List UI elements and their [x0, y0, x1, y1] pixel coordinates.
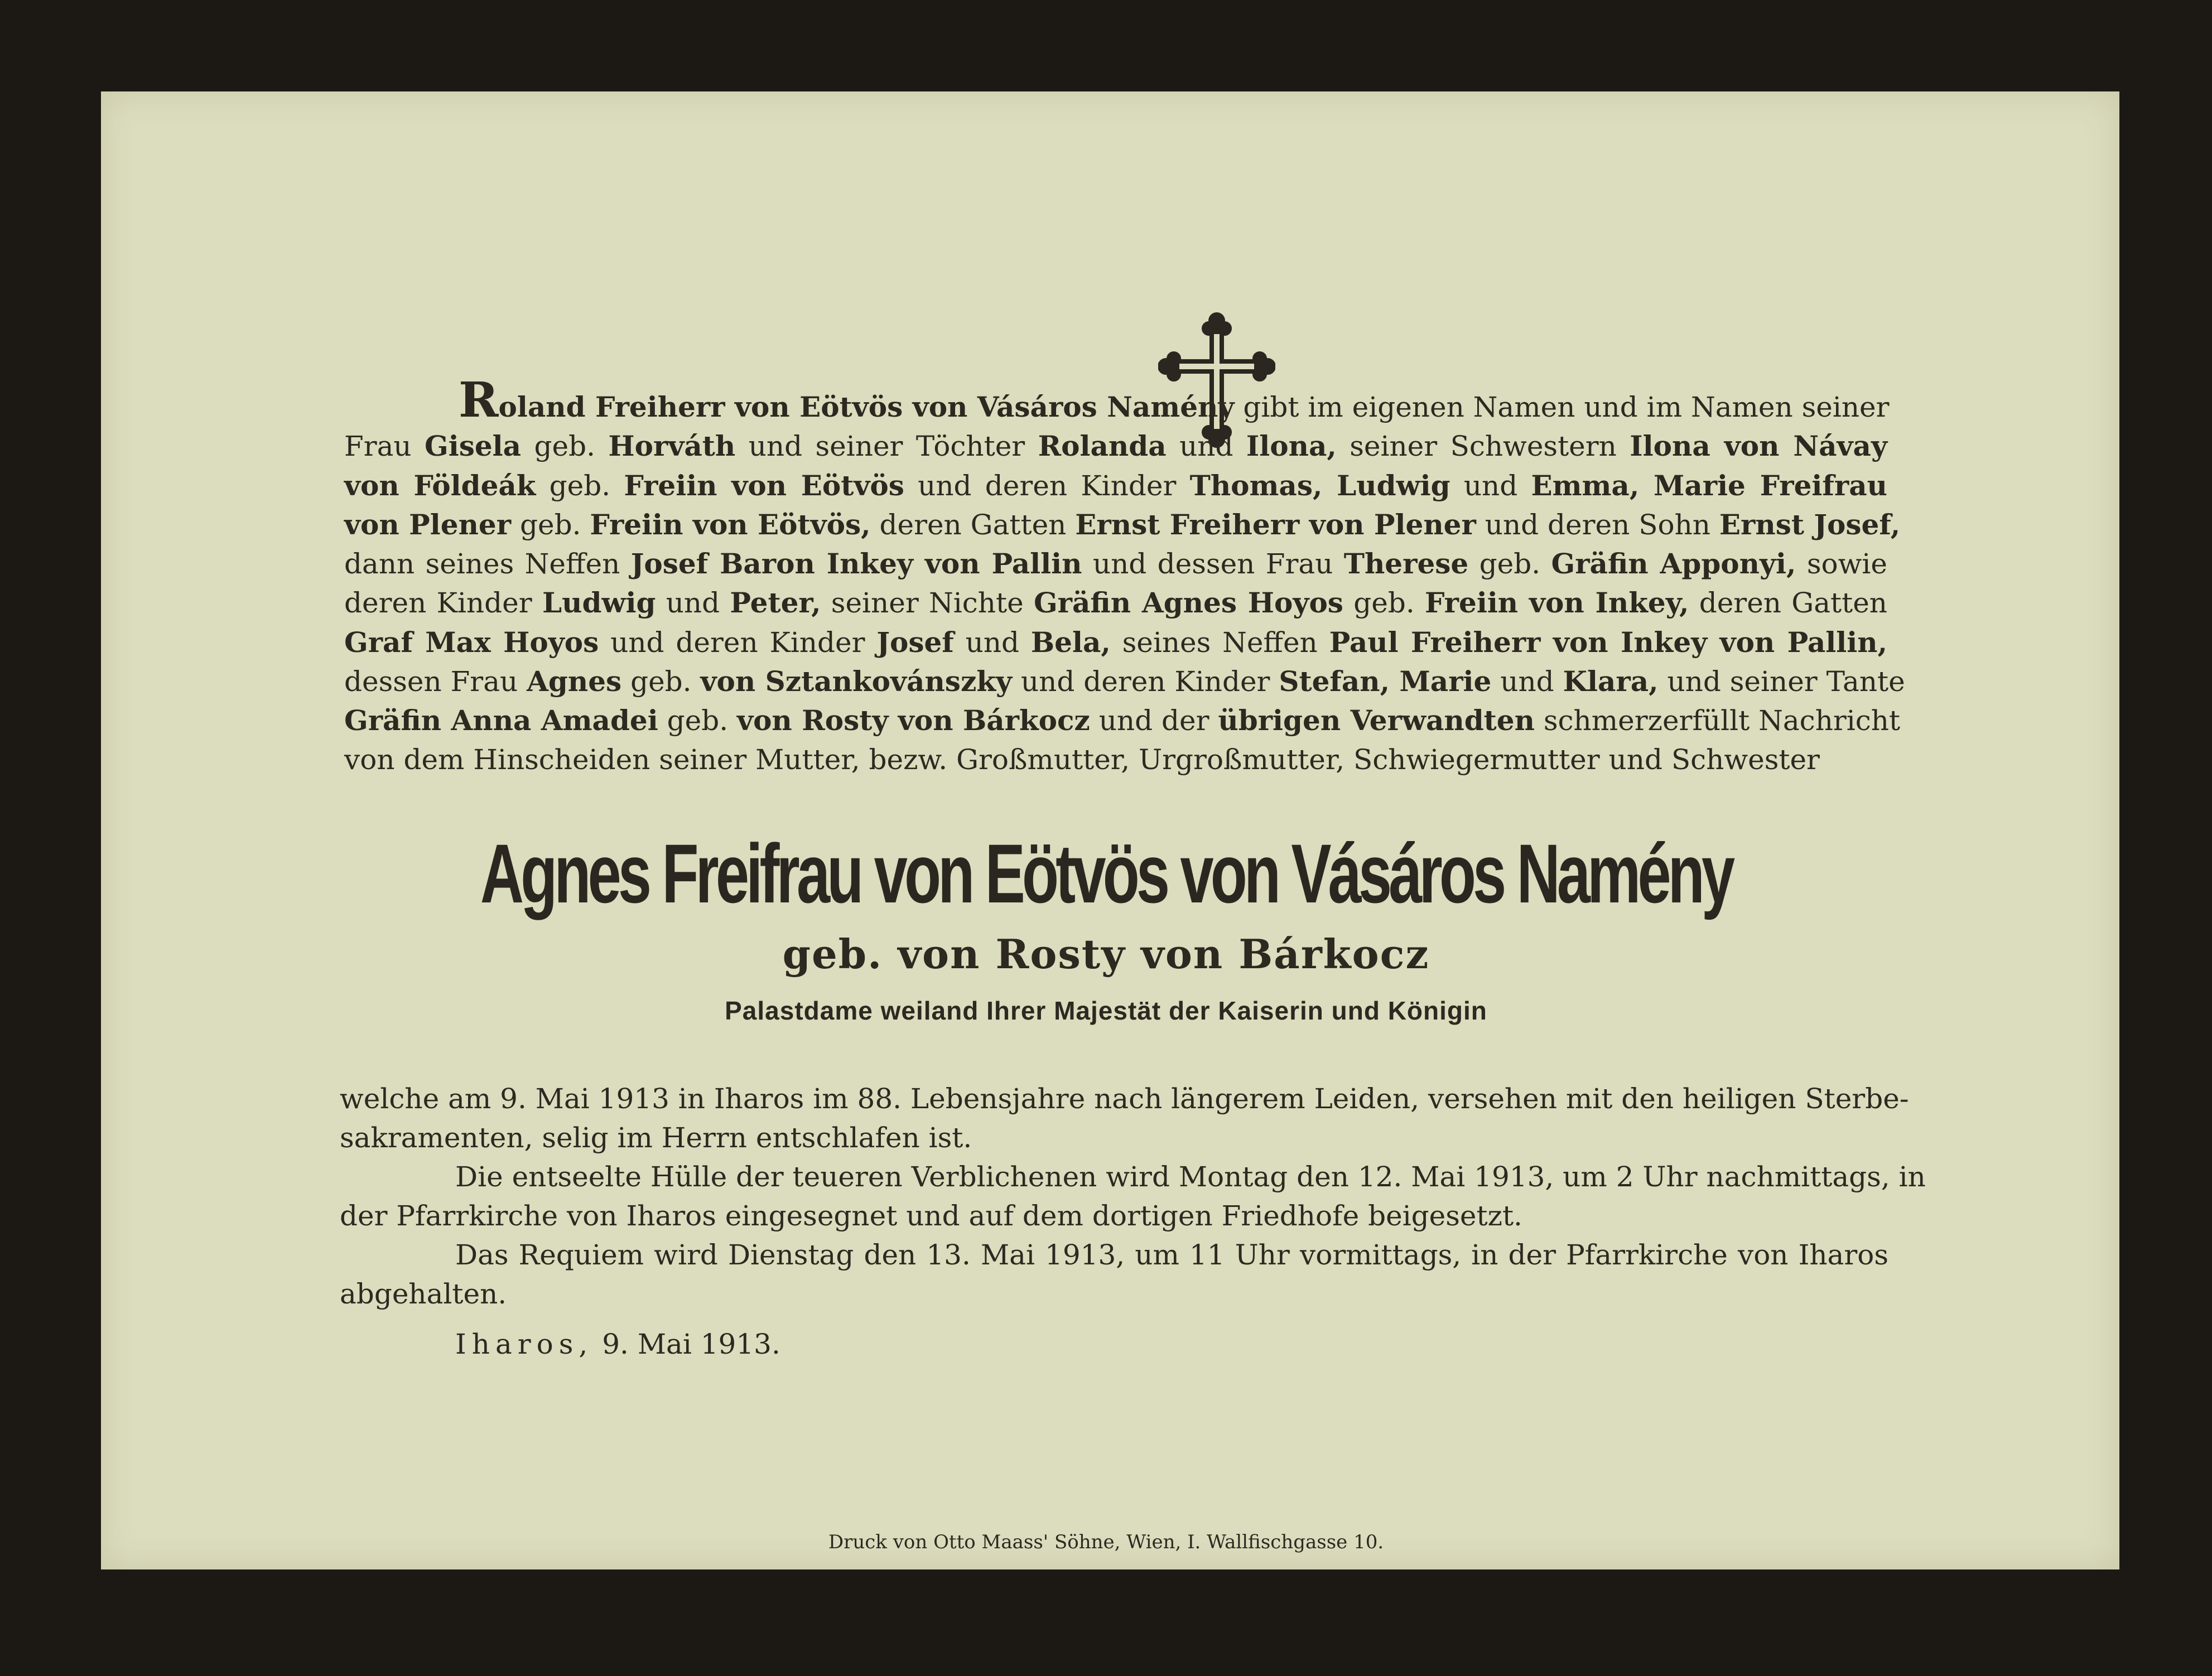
- intro-line: [344, 662, 1905, 701]
- intro-text: deren Gatten: [1689, 587, 1888, 620]
- body-line: abgehalten.: [340, 1278, 507, 1310]
- name-text: Bela,: [1030, 625, 1111, 659]
- announcement-intro: [344, 372, 1905, 779]
- intro-text: sowie: [1796, 548, 1887, 581]
- intro-line: [344, 701, 1901, 740]
- body-line: welche am 9. Mai 1913 in Iharos im 88. Lebensjahre nach längerem Leiden, versehen mit den heiligen Sterbe-: [340, 1083, 1909, 1115]
- intro-text: und: [656, 587, 730, 620]
- name-text: Josef: [876, 625, 954, 659]
- intro-text: gibt im eigenen Namen und im Namen seiner: [1234, 391, 1890, 423]
- intro-text: geb.: [511, 508, 590, 541]
- name-text: Freiin von Eötvös,: [590, 508, 871, 541]
- name-text: von Sztankovánszky: [700, 665, 1013, 698]
- intro-text: deren Kinder: [344, 587, 542, 620]
- intro-line: [344, 466, 1887, 505]
- place-date: [455, 1325, 780, 1364]
- intro-text: seiner Nichte: [821, 587, 1034, 620]
- intro-text: und: [953, 626, 1031, 659]
- name-text: Horváth: [608, 429, 736, 463]
- name-text: Emma, Marie Freifrau: [1531, 468, 1887, 502]
- name-text: von Rosty von Bárkocz: [737, 704, 1090, 737]
- name-text: Gräfin Agnes Hoyos: [1033, 586, 1343, 620]
- name-text: Peter,: [730, 586, 821, 620]
- intro-line: [344, 544, 1887, 583]
- intro-text: und deren Kinder: [904, 469, 1190, 502]
- name-text: Paul Freiherr von Inkey von Pallin,: [1329, 625, 1888, 659]
- intro-text: geb.: [621, 665, 701, 698]
- name-text: Ilona von Návay: [1630, 429, 1888, 463]
- name-text: Thomas, Ludwig: [1189, 468, 1450, 502]
- name-text: Klara,: [1563, 665, 1659, 698]
- announcement-body: [340, 1079, 1926, 1313]
- place: Iharos,: [455, 1328, 594, 1360]
- intro-text: und deren Kinder: [599, 626, 877, 659]
- intro-text: und seiner Tante: [1658, 665, 1905, 698]
- intro-text: und: [1450, 469, 1531, 502]
- body-line: Die entseelte Hülle der teueren Verblichenen wird Montag den 12. Mai 1913, um 2 Uhr nachmittags, in: [455, 1161, 1926, 1193]
- intro-line: [344, 427, 1887, 466]
- intro-line: [344, 583, 1887, 622]
- intro-text: und: [1166, 430, 1246, 463]
- intro-text: seines Neffen: [1110, 626, 1329, 659]
- name-text: Stefan, Marie: [1279, 665, 1492, 698]
- body-line: der Pfarrkirche von Iharos eingesegnet und auf dem dortigen Friedhofe beigesetzt.: [340, 1200, 1522, 1232]
- name-text: oland Freiherr von Eötvös von Vásáros Namény: [498, 390, 1235, 423]
- name-text: Josef Baron Inkey von Pallin: [630, 547, 1082, 581]
- name-text: Agnes: [527, 665, 622, 698]
- name-text: Ludwig: [542, 586, 656, 620]
- intro-text: und dessen Frau: [1082, 548, 1344, 581]
- maiden-name: geb. von Rosty von Bárkocz: [782, 930, 1430, 978]
- intro-line: [344, 623, 1887, 662]
- name-text: Freiin von Eötvös: [624, 468, 904, 502]
- honorary-title: Palastdame weiland Ihrer Majestät der Kaiserin und Königin: [725, 996, 1487, 1025]
- intro-line: [344, 372, 1890, 428]
- name-text: Gräfin Apponyi,: [1551, 547, 1796, 581]
- name-text: Therese: [1343, 547, 1469, 581]
- body-line: Das Requiem wird Dienstag den 13. Mai 1913, um 11 Uhr vormittags, in der Pfarrkirche von Iharos: [455, 1239, 1888, 1271]
- printer-imprint: Druck von Otto Maass' Söhne, Wien, I. Wallfischgasse 10.: [828, 1531, 1384, 1553]
- name-text: Ilona,: [1246, 429, 1337, 463]
- body-line: sakramenten, selig im Herrn entschlafen ist.: [340, 1122, 972, 1154]
- intro-text: geb.: [658, 704, 738, 737]
- intro-text: und deren Sohn: [1476, 508, 1719, 541]
- intro-text: geb.: [521, 430, 609, 463]
- intro-line: [344, 741, 1887, 779]
- name-text: Rolanda: [1038, 429, 1167, 463]
- intro-text: und seiner Töchter: [735, 430, 1038, 463]
- intro-text: dessen Frau: [344, 665, 527, 698]
- name-text: Ernst Josef,: [1719, 508, 1901, 541]
- intro-text: und: [1491, 665, 1563, 698]
- drop-cap: R: [459, 372, 499, 428]
- intro-line: [344, 505, 1901, 544]
- name-text: Gisela: [425, 429, 522, 463]
- intro-text: seiner Schwestern: [1336, 430, 1630, 463]
- intro-text: geb.: [1468, 548, 1551, 581]
- name-text: Gräfin Anna Amadei: [344, 704, 658, 737]
- intro-text: und der: [1090, 704, 1218, 737]
- intro-text: von dem Hinscheiden seiner Mutter, bezw. Großmutter, Urgroßmutter, Schwiegermutter und Schwester: [344, 743, 1820, 776]
- name-text: Freiin von Inkey,: [1425, 586, 1689, 620]
- intro-text: Frau: [344, 430, 425, 463]
- name-text: von Plener: [344, 508, 512, 541]
- intro-text: geb.: [1343, 587, 1425, 620]
- name-text: Ernst Freiherr von Plener: [1075, 508, 1476, 541]
- intro-text: und deren Kinder: [1012, 665, 1279, 698]
- intro-text: schmerzerfüllt Nachricht: [1534, 704, 1901, 737]
- name-text: Graf Max Hoyos: [344, 625, 599, 659]
- name-text: von Földeák: [344, 468, 536, 502]
- deceased-name: Agnes Freifrau von Eötvös von Vásáros Namény: [480, 827, 1732, 920]
- intro-text: geb.: [536, 469, 624, 502]
- date: 9. Mai 1913.: [602, 1328, 780, 1360]
- name-text: übrigen Verwandten: [1218, 704, 1535, 737]
- intro-text: deren Gatten: [870, 508, 1076, 541]
- intro-text: dann seines Neffen: [344, 548, 631, 581]
